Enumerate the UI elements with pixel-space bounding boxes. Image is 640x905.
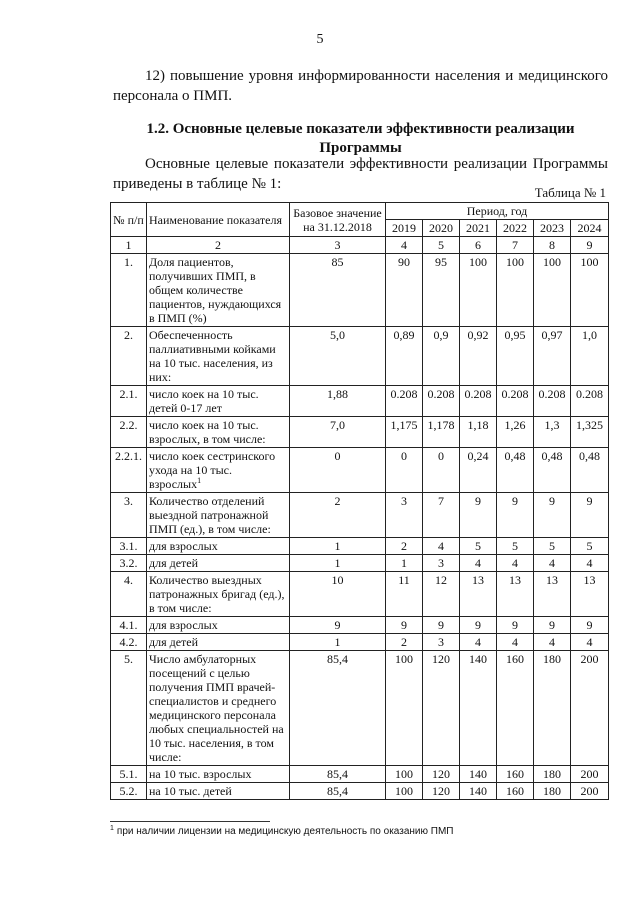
year-value: 0.208 xyxy=(423,386,460,417)
footnote xyxy=(110,826,453,837)
base-value: 1 xyxy=(290,555,386,572)
base-value: 2 xyxy=(290,493,386,538)
year-value: 9 xyxy=(460,493,497,538)
header-base: Базовое значение на 31.12.2018 xyxy=(290,203,386,237)
year-value: 4 xyxy=(534,555,571,572)
year-value: 0,48 xyxy=(534,448,571,493)
table-row xyxy=(111,572,609,617)
year-value: 140 xyxy=(460,783,497,800)
year-value: 1,0 xyxy=(571,327,609,386)
year-value: 0.208 xyxy=(386,386,423,417)
year-value: 9 xyxy=(534,493,571,538)
indicator-name-text: на 10 тыс. детей xyxy=(149,784,232,798)
base-value: 1 xyxy=(290,538,386,555)
table-row xyxy=(111,634,609,651)
year-value: 0,92 xyxy=(460,327,497,386)
year-value: 0.208 xyxy=(571,386,609,417)
indicator-name-text: число коек на 10 тыс. детей 0-17 лет xyxy=(149,387,259,415)
year-value: 140 xyxy=(460,766,497,783)
year-value: 5 xyxy=(534,538,571,555)
year-value: 140 xyxy=(460,651,497,766)
row-number: 1. xyxy=(111,254,147,327)
year-value: 0.208 xyxy=(497,386,534,417)
year-value: 0,48 xyxy=(497,448,534,493)
table-row xyxy=(111,766,609,783)
table-caption: Таблица № 1 xyxy=(534,185,606,200)
base-value: 85,4 xyxy=(290,766,386,783)
year-value: 13 xyxy=(534,572,571,617)
year-value: 13 xyxy=(571,572,609,617)
year-value: 9 xyxy=(571,617,609,634)
row-number: 4.2. xyxy=(111,634,147,651)
year-value: 0.208 xyxy=(534,386,571,417)
indicator-name xyxy=(147,617,290,634)
indicator-name xyxy=(147,555,290,572)
column-number: 5 xyxy=(423,237,460,254)
year-value: 3 xyxy=(386,493,423,538)
year-value: 95 xyxy=(423,254,460,327)
base-value: 85,4 xyxy=(290,651,386,766)
year-value: 0,97 xyxy=(534,327,571,386)
table-row xyxy=(111,651,609,766)
year-value: 4 xyxy=(571,555,609,572)
year-value: 160 xyxy=(497,766,534,783)
base-value: 1,88 xyxy=(290,386,386,417)
year-value: 180 xyxy=(534,783,571,800)
year-value: 4 xyxy=(423,538,460,555)
table-row xyxy=(111,327,609,386)
year-value: 9 xyxy=(386,617,423,634)
indicator-name-text: для детей xyxy=(149,556,199,570)
row-number: 2.2.1. xyxy=(111,448,147,493)
year-value: 120 xyxy=(423,651,460,766)
table-row xyxy=(111,538,609,555)
indicator-name-text: для взрослых xyxy=(149,618,218,632)
year-value: 1 xyxy=(386,555,423,572)
indicator-name-text: для взрослых xyxy=(149,539,218,553)
table-row xyxy=(111,386,609,417)
year-value: 4 xyxy=(497,555,534,572)
year-value: 4 xyxy=(497,634,534,651)
year-value: 4 xyxy=(534,634,571,651)
year-value: 0,48 xyxy=(571,448,609,493)
table-row xyxy=(111,448,609,493)
year-value: 100 xyxy=(534,254,571,327)
year-value: 1,18 xyxy=(460,417,497,448)
indicator-name xyxy=(147,651,290,766)
column-numbers-row xyxy=(111,237,609,254)
header-year: 2022 xyxy=(497,220,534,237)
indicators-table xyxy=(110,202,609,800)
year-value: 5 xyxy=(571,538,609,555)
indicator-name xyxy=(147,327,290,386)
table-row xyxy=(111,493,609,538)
year-value: 100 xyxy=(386,651,423,766)
indicator-name xyxy=(147,448,290,493)
footnote-divider xyxy=(110,821,270,822)
year-value: 13 xyxy=(460,572,497,617)
base-value: 7,0 xyxy=(290,417,386,448)
year-value: 100 xyxy=(386,766,423,783)
indicator-name-text: Число амбулаторных посещений с целью получения ПМП врачей-специалистов и среднего медицинского персонала любых специальностей на 10 тыс. населения, в том числе: xyxy=(149,652,284,764)
year-value: 9 xyxy=(460,617,497,634)
footnote-marker: 1 xyxy=(110,824,114,832)
table-row xyxy=(111,254,609,327)
year-value: 90 xyxy=(386,254,423,327)
row-number: 5. xyxy=(111,651,147,766)
base-value: 10 xyxy=(290,572,386,617)
indicator-name-text: Количество выездных патронажных бригад (ед.), в том числе: xyxy=(149,573,285,615)
year-value: 120 xyxy=(423,783,460,800)
footnote-text: при наличии лицензии на медицинскую деятельность по оказанию ПМП xyxy=(116,826,454,837)
section-heading: 1.2. Основные целевые показатели эффективности реализации Программы xyxy=(146,121,575,156)
indicator-name-text: число коек на 10 тыс. взрослых, в том числе: xyxy=(149,418,266,446)
column-number: 6 xyxy=(460,237,497,254)
indicator-name xyxy=(147,538,290,555)
year-value: 160 xyxy=(497,651,534,766)
year-value: 3 xyxy=(423,555,460,572)
year-value: 4 xyxy=(571,634,609,651)
indicator-name-text: число коек сестринского ухода на 10 тыс. взрослых xyxy=(149,449,276,491)
indicator-name xyxy=(147,783,290,800)
column-number: 9 xyxy=(571,237,609,254)
year-value: 4 xyxy=(460,634,497,651)
indicator-name xyxy=(147,386,290,417)
year-value: 5 xyxy=(460,538,497,555)
year-value: 0,24 xyxy=(460,448,497,493)
footnote-reference: 1 xyxy=(197,476,202,485)
year-value: 100 xyxy=(386,783,423,800)
indicator-name-text: для детей xyxy=(149,635,199,649)
indicator-name xyxy=(147,254,290,327)
column-number: 2 xyxy=(147,237,290,254)
year-value: 120 xyxy=(423,766,460,783)
year-value: 5 xyxy=(497,538,534,555)
row-number: 4.1. xyxy=(111,617,147,634)
table-row xyxy=(111,417,609,448)
section-paragraph: Основные целевые показатели эффективности реализации Программы приведены в таблице № 1: xyxy=(113,156,608,192)
header-period: Период, год xyxy=(386,203,609,220)
indicator-name xyxy=(147,766,290,783)
column-number: 4 xyxy=(386,237,423,254)
indicator-name-text: Количество отделений выездной патронажной ПМП (ед.), в том числе: xyxy=(149,494,271,536)
year-value: 1,26 xyxy=(497,417,534,448)
year-value: 0,95 xyxy=(497,327,534,386)
column-number: 3 xyxy=(290,237,386,254)
year-value: 12 xyxy=(423,572,460,617)
base-value: 85,4 xyxy=(290,783,386,800)
row-number: 3.2. xyxy=(111,555,147,572)
year-value: 180 xyxy=(534,651,571,766)
year-value: 1,175 xyxy=(386,417,423,448)
year-value: 200 xyxy=(571,766,609,783)
column-number: 8 xyxy=(534,237,571,254)
header-year: 2021 xyxy=(460,220,497,237)
page-number: 5 xyxy=(316,32,324,47)
year-value: 9 xyxy=(534,617,571,634)
base-value: 9 xyxy=(290,617,386,634)
year-value: 3 xyxy=(423,634,460,651)
year-value: 100 xyxy=(460,254,497,327)
indicator-name xyxy=(147,493,290,538)
year-value: 0 xyxy=(423,448,460,493)
row-number: 5.1. xyxy=(111,766,147,783)
header-num: № п/п xyxy=(111,203,147,237)
indicator-name xyxy=(147,417,290,448)
year-value: 180 xyxy=(534,766,571,783)
year-value: 0,89 xyxy=(386,327,423,386)
year-value: 0.208 xyxy=(460,386,497,417)
table-row xyxy=(111,617,609,634)
indicator-name xyxy=(147,634,290,651)
year-value: 4 xyxy=(460,555,497,572)
column-number: 1 xyxy=(111,237,147,254)
header-year: 2024 xyxy=(571,220,609,237)
year-value: 9 xyxy=(497,493,534,538)
header-year: 2020 xyxy=(423,220,460,237)
year-value: 0,9 xyxy=(423,327,460,386)
indicator-name xyxy=(147,572,290,617)
column-number: 7 xyxy=(497,237,534,254)
row-number: 2.1. xyxy=(111,386,147,417)
year-value: 0 xyxy=(386,448,423,493)
year-value: 1,325 xyxy=(571,417,609,448)
year-value: 9 xyxy=(497,617,534,634)
header-year: 2023 xyxy=(534,220,571,237)
year-value: 100 xyxy=(571,254,609,327)
row-number: 3.1. xyxy=(111,538,147,555)
year-value: 160 xyxy=(497,783,534,800)
year-value: 9 xyxy=(423,617,460,634)
year-value: 200 xyxy=(571,651,609,766)
row-number: 2.2. xyxy=(111,417,147,448)
year-value: 2 xyxy=(386,634,423,651)
year-value: 1,3 xyxy=(534,417,571,448)
header-name: Наименование показателя xyxy=(147,203,290,237)
indicator-name-text: Обеспеченность паллиативными койками на 10 тыс. населения, из них: xyxy=(149,328,276,384)
table-row xyxy=(111,555,609,572)
base-value: 85 xyxy=(290,254,386,327)
year-value: 11 xyxy=(386,572,423,617)
header-year: 2019 xyxy=(386,220,423,237)
base-value: 5,0 xyxy=(290,327,386,386)
year-value: 13 xyxy=(497,572,534,617)
row-number: 5.2. xyxy=(111,783,147,800)
year-value: 100 xyxy=(497,254,534,327)
base-value: 1 xyxy=(290,634,386,651)
indicator-name-text: Доля пациентов, получивших ПМП, в общем количестве пациентов, нуждающихся в ПМП (%) xyxy=(149,255,282,325)
year-value: 1,178 xyxy=(423,417,460,448)
intro-paragraph: 12) повышение уровня информированности населения и медицинского персонала о ПМП. xyxy=(113,68,608,104)
row-number: 2. xyxy=(111,327,147,386)
table-row xyxy=(111,783,609,800)
base-value: 0 xyxy=(290,448,386,493)
row-number: 4. xyxy=(111,572,147,617)
indicator-name-text: на 10 тыс. взрослых xyxy=(149,767,252,781)
year-value: 2 xyxy=(386,538,423,555)
year-value: 9 xyxy=(571,493,609,538)
year-value: 200 xyxy=(571,783,609,800)
year-value: 7 xyxy=(423,493,460,538)
row-number: 3. xyxy=(111,493,147,538)
